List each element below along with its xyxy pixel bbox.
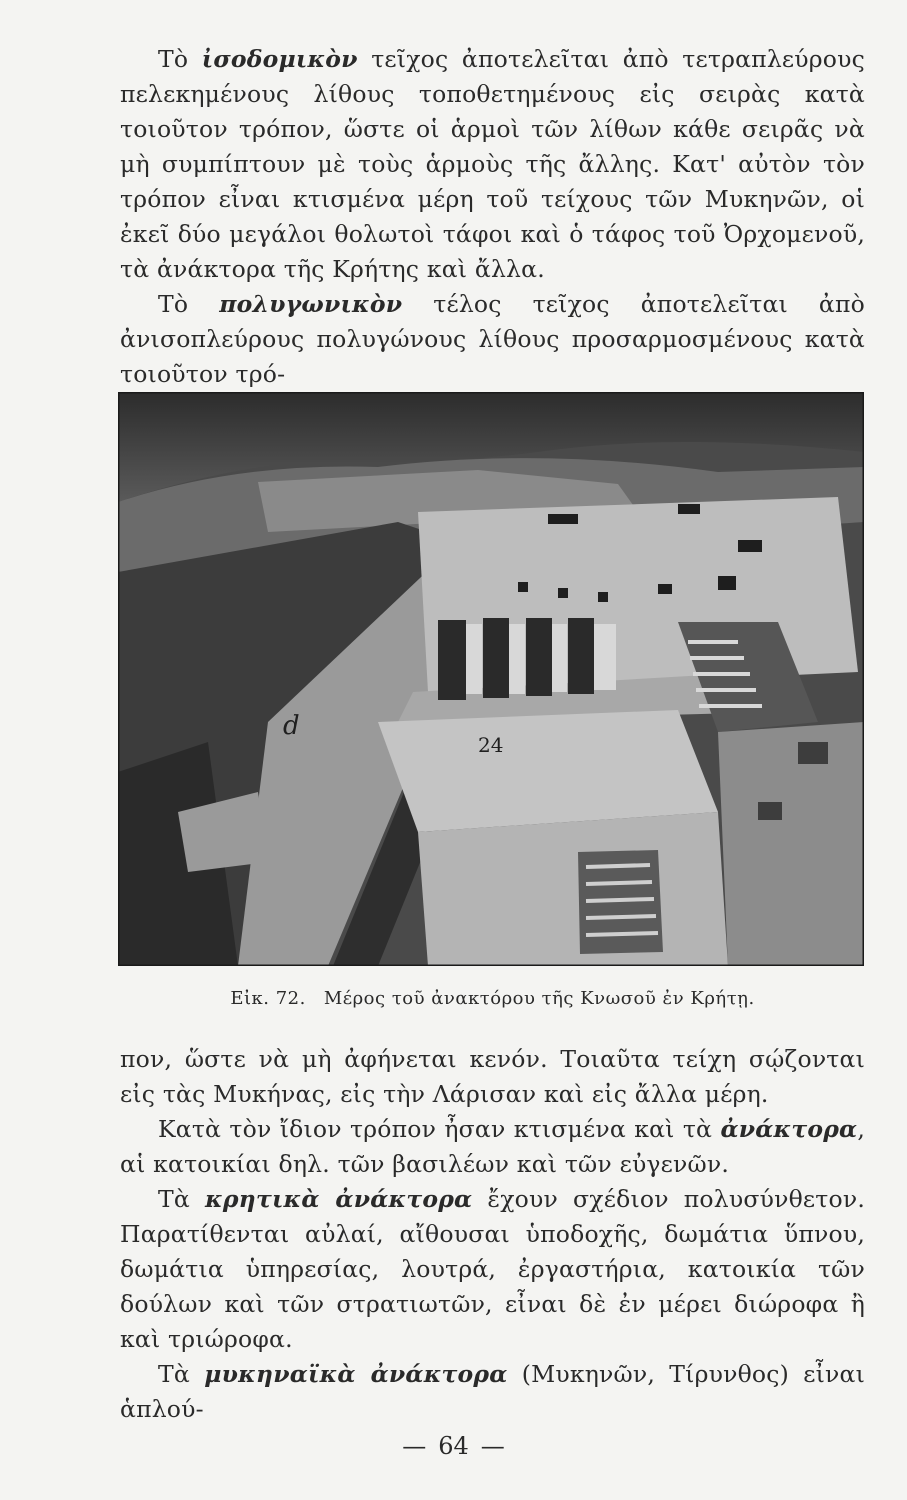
- paragraph-palaces: Κατὰ τὸν ἴδιον τρόπον ἦσαν κτισμένα καὶ τὰ ἀνάκτορα, αἱ κατοικίαι δηλ. τῶν βασιλέων καὶ τῶν εὐγενῶν.: [120, 1115, 865, 1178]
- term-isodomic: ἰσοδομικὸν: [201, 45, 358, 73]
- mark-d: d: [283, 711, 300, 741]
- figure-caption: [120, 988, 865, 1009]
- term-polygonal: πολυγωνικὸν: [219, 290, 403, 318]
- paragraph-continuation: πον, ὥστε νὰ μὴ ἀφήνεται κενόν. Τοιαῦτα τείχη σῴζονται εἰς τὰς Μυκήνας, εἰς τὴν Λάρισαν καὶ εἰς ἄλλα μέρη.: [120, 1045, 865, 1108]
- figure-number: Εἰκ. 72.: [230, 988, 306, 1009]
- term-palaces: ἀνάκτορα: [720, 1115, 858, 1143]
- term-cretan-palaces: κρητικὰ ἀνάκτορα: [205, 1185, 473, 1213]
- mark-24: 24: [478, 733, 504, 757]
- caption-text: Μέρος τοῦ ἀνακτόρου τῆς Κνωσοῦ ἐν Κρήτῃ.: [323, 988, 755, 1009]
- paragraph-mycenaean: Τὰ μυκηναϊκὰ ἀνάκτορα (Μυκηνῶν, Τίρυνθος) εἶναι ἁπλού-: [120, 1360, 865, 1423]
- bottom-text: [120, 1042, 865, 1427]
- term-mycenaean-palaces: μυκηναϊκὰ ἀνάκτορα: [204, 1360, 508, 1388]
- paragraph-polygonal: Τὸ πολυγωνικὸν τέλος τεῖχος ἀποτελεῖται ἀπὸ ἀνισοπλεύρους πολυγώνους λίθους προσαρμοσμένους κατὰ τοιοῦτον τρό-: [120, 290, 865, 388]
- knossos-ruins-illustration: [118, 392, 864, 966]
- paragraph-cretan: Τὰ κρητικὰ ἀνάκτορα ἔχουν σχέδιον πολυσύνθετον. Παρατίθενται αὐλαί, αἴθουσαι ὑποδοχῆς, δωμάτια ὕπνου, δωμάτια ὑπηρεσίας, λουτρά, ἐργαστήρια, κατοικία τῶν δούλων καὶ τῶν στρατιωτῶν, εἶναι δὲ ἐν μέρει διώροφα ἢ καὶ τριώροφα.: [120, 1185, 865, 1353]
- paragraph-isodomic: Τὸ ἰσοδομικὸν τεῖχος ἀποτελεῖται ἀπὸ τετραπλεύρους πελεκημένους λίθους τοποθετημένους εἰς σειρὰς κατὰ τοιοῦτον τρόπον, ὥστε οἱ ἁρμοὶ τῶν λίθων κάθε σειρᾶς νὰ μὴ συμπίπτουν μὲ τοὺς ἁρμοὺς τῆς ἄλλης. Κατ' αὐτὸν τὸν τρόπον εἶναι κτισμένα μέρη τοῦ τείχους τῶν Μυκηνῶν, οἱ ἐκεῖ δύο μεγάλοι θολωτοὶ τάφοι καὶ ὁ τάφος τοῦ Ὀρχομενοῦ, τὰ ἀνάκτορα τῆς Κρήτης καὶ ἄλλα.: [120, 45, 865, 283]
- page-number: — 64 —: [402, 1432, 505, 1460]
- palace-photo: [118, 392, 864, 966]
- top-text: [120, 42, 865, 392]
